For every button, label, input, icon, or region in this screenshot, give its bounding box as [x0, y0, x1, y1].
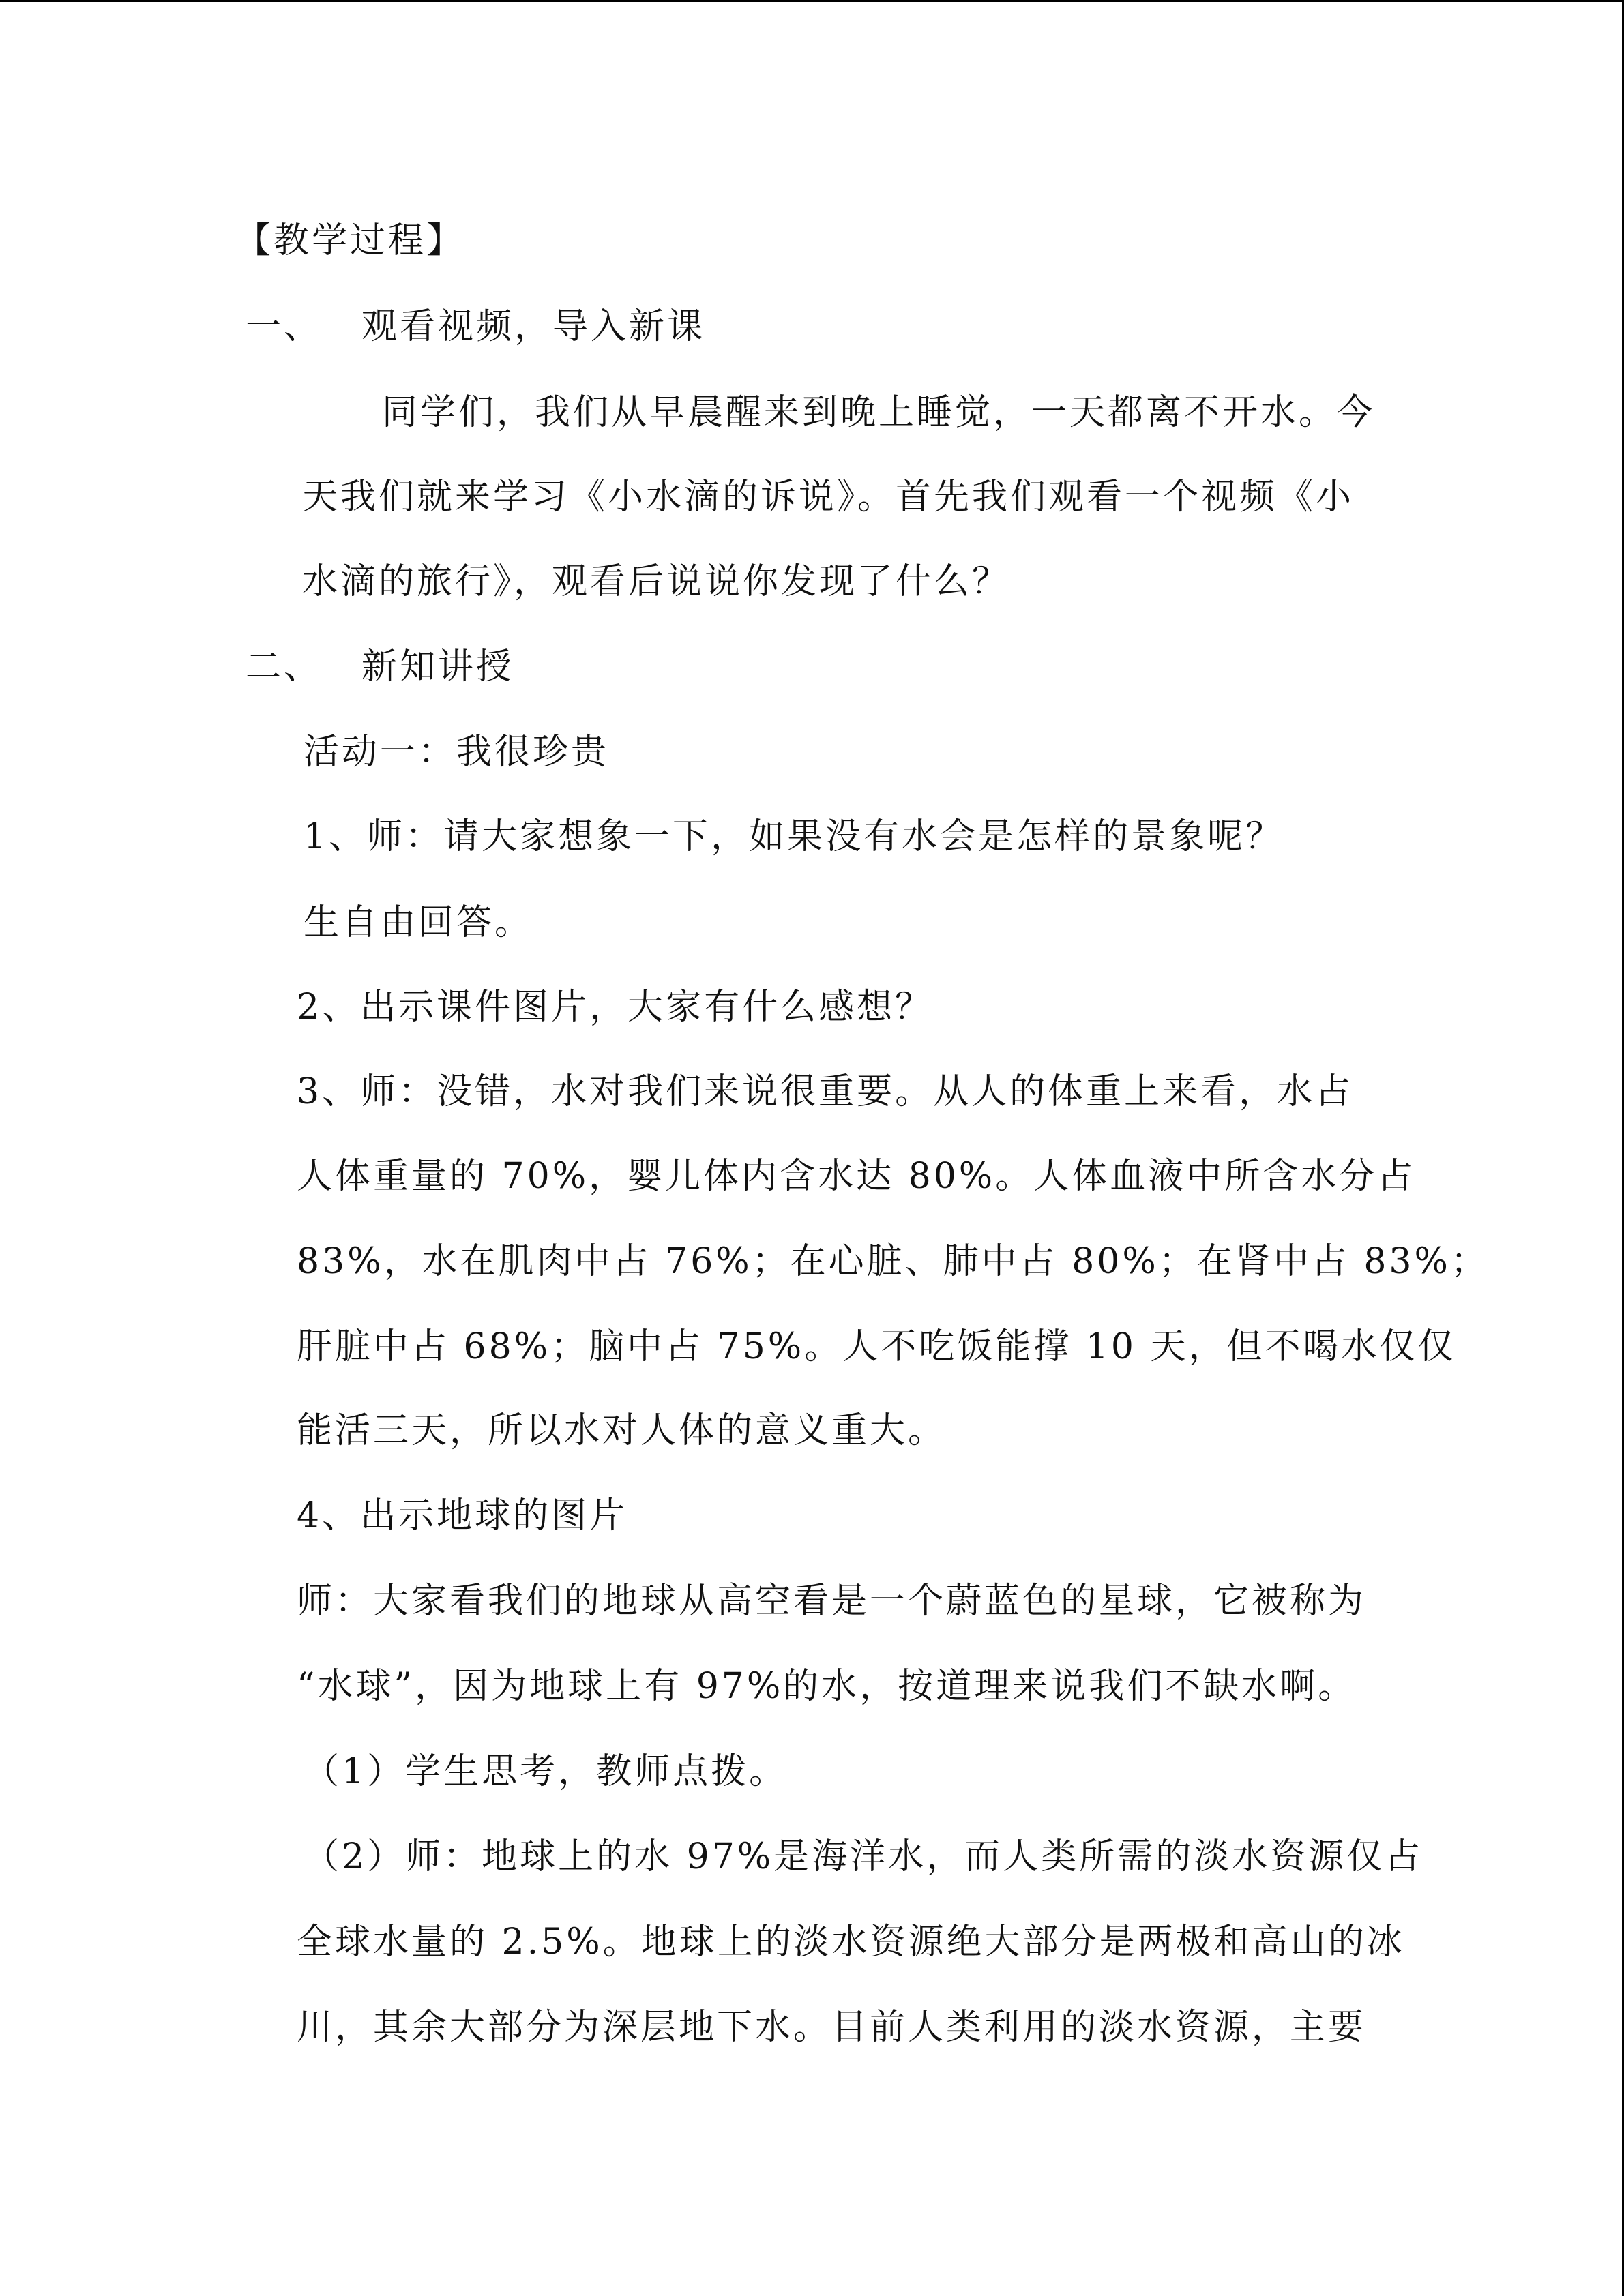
- activity-1-title: 活动一：我很珍贵: [304, 732, 610, 773]
- section-1-heading: [246, 305, 705, 348]
- item-1-answer: 生自由回答。: [304, 902, 533, 943]
- sub-item-2-line: （2）师：地球上的水 97%是海洋水，而人类所需的淡水资源仅占: [304, 1836, 1423, 1877]
- section-2-title: 新知讲授: [361, 646, 515, 687]
- item-3-line: 83%，水在肌肉中占 76%；在心脏、肺中占 80%；在肾中占 83%；: [297, 1241, 1489, 1282]
- section-1-title: 观看视频，导入新课: [361, 306, 706, 347]
- process-heading: 【教学过程】: [235, 220, 465, 261]
- paragraph-line: 天我们就来学习《小水滴的诉说》。首先我们观看一个视频《小: [302, 477, 1355, 518]
- item-4: 4、出示地球的图片: [297, 1495, 628, 1536]
- item-3-line: 人体重量的 70%，婴儿体内含水达 80%。人体血液中所含水分占: [297, 1156, 1416, 1197]
- paragraph-line: 同学们，我们从早晨醒来到晚上睡觉，一天都离不开水。今: [382, 392, 1376, 433]
- sub-item-2-line: 全球水量的 2.5%。地球上的淡水资源绝大部分是两极和高山的冰: [297, 1922, 1405, 1963]
- sub-item-2-line: 川，其余大部分为深层地下水。目前人类利用的淡水资源，主要: [297, 2007, 1367, 2048]
- item-3-line: 能活三天，所以水对人体的意义重大。: [297, 1410, 947, 1451]
- item-4-text-line: “水球”，因为地球上有 97%的水，按道理来说我们不缺水啊。: [297, 1666, 1357, 1707]
- paragraph-line: 水滴的旅行》，观看后说说你发现了什么？: [302, 561, 1011, 602]
- item-3-line: 3、师：没错，水对我们来说很重要。从人的体重上来看，水占: [297, 1071, 1354, 1112]
- item-1: 1、师：请大家想象一下，如果没有水会是怎样的景象呢？: [304, 816, 1284, 857]
- section-2-heading: [246, 645, 514, 689]
- section-2-number: 二、: [246, 646, 323, 687]
- item-2: 2、出示课件图片，大家有什么感想？: [297, 987, 934, 1028]
- item-3-line: 肝脏中占 68%；脑中占 75%。人不吃饭能撑 10 天，但不喝水仅仅: [297, 1326, 1456, 1367]
- sub-item-1: （1）学生思考，教师点拨。: [304, 1751, 788, 1792]
- item-4-text-line: 师：大家看我们的地球从高空看是一个蔚蓝色的星球，它被称为: [297, 1581, 1367, 1622]
- section-1-number: 一、: [246, 306, 323, 347]
